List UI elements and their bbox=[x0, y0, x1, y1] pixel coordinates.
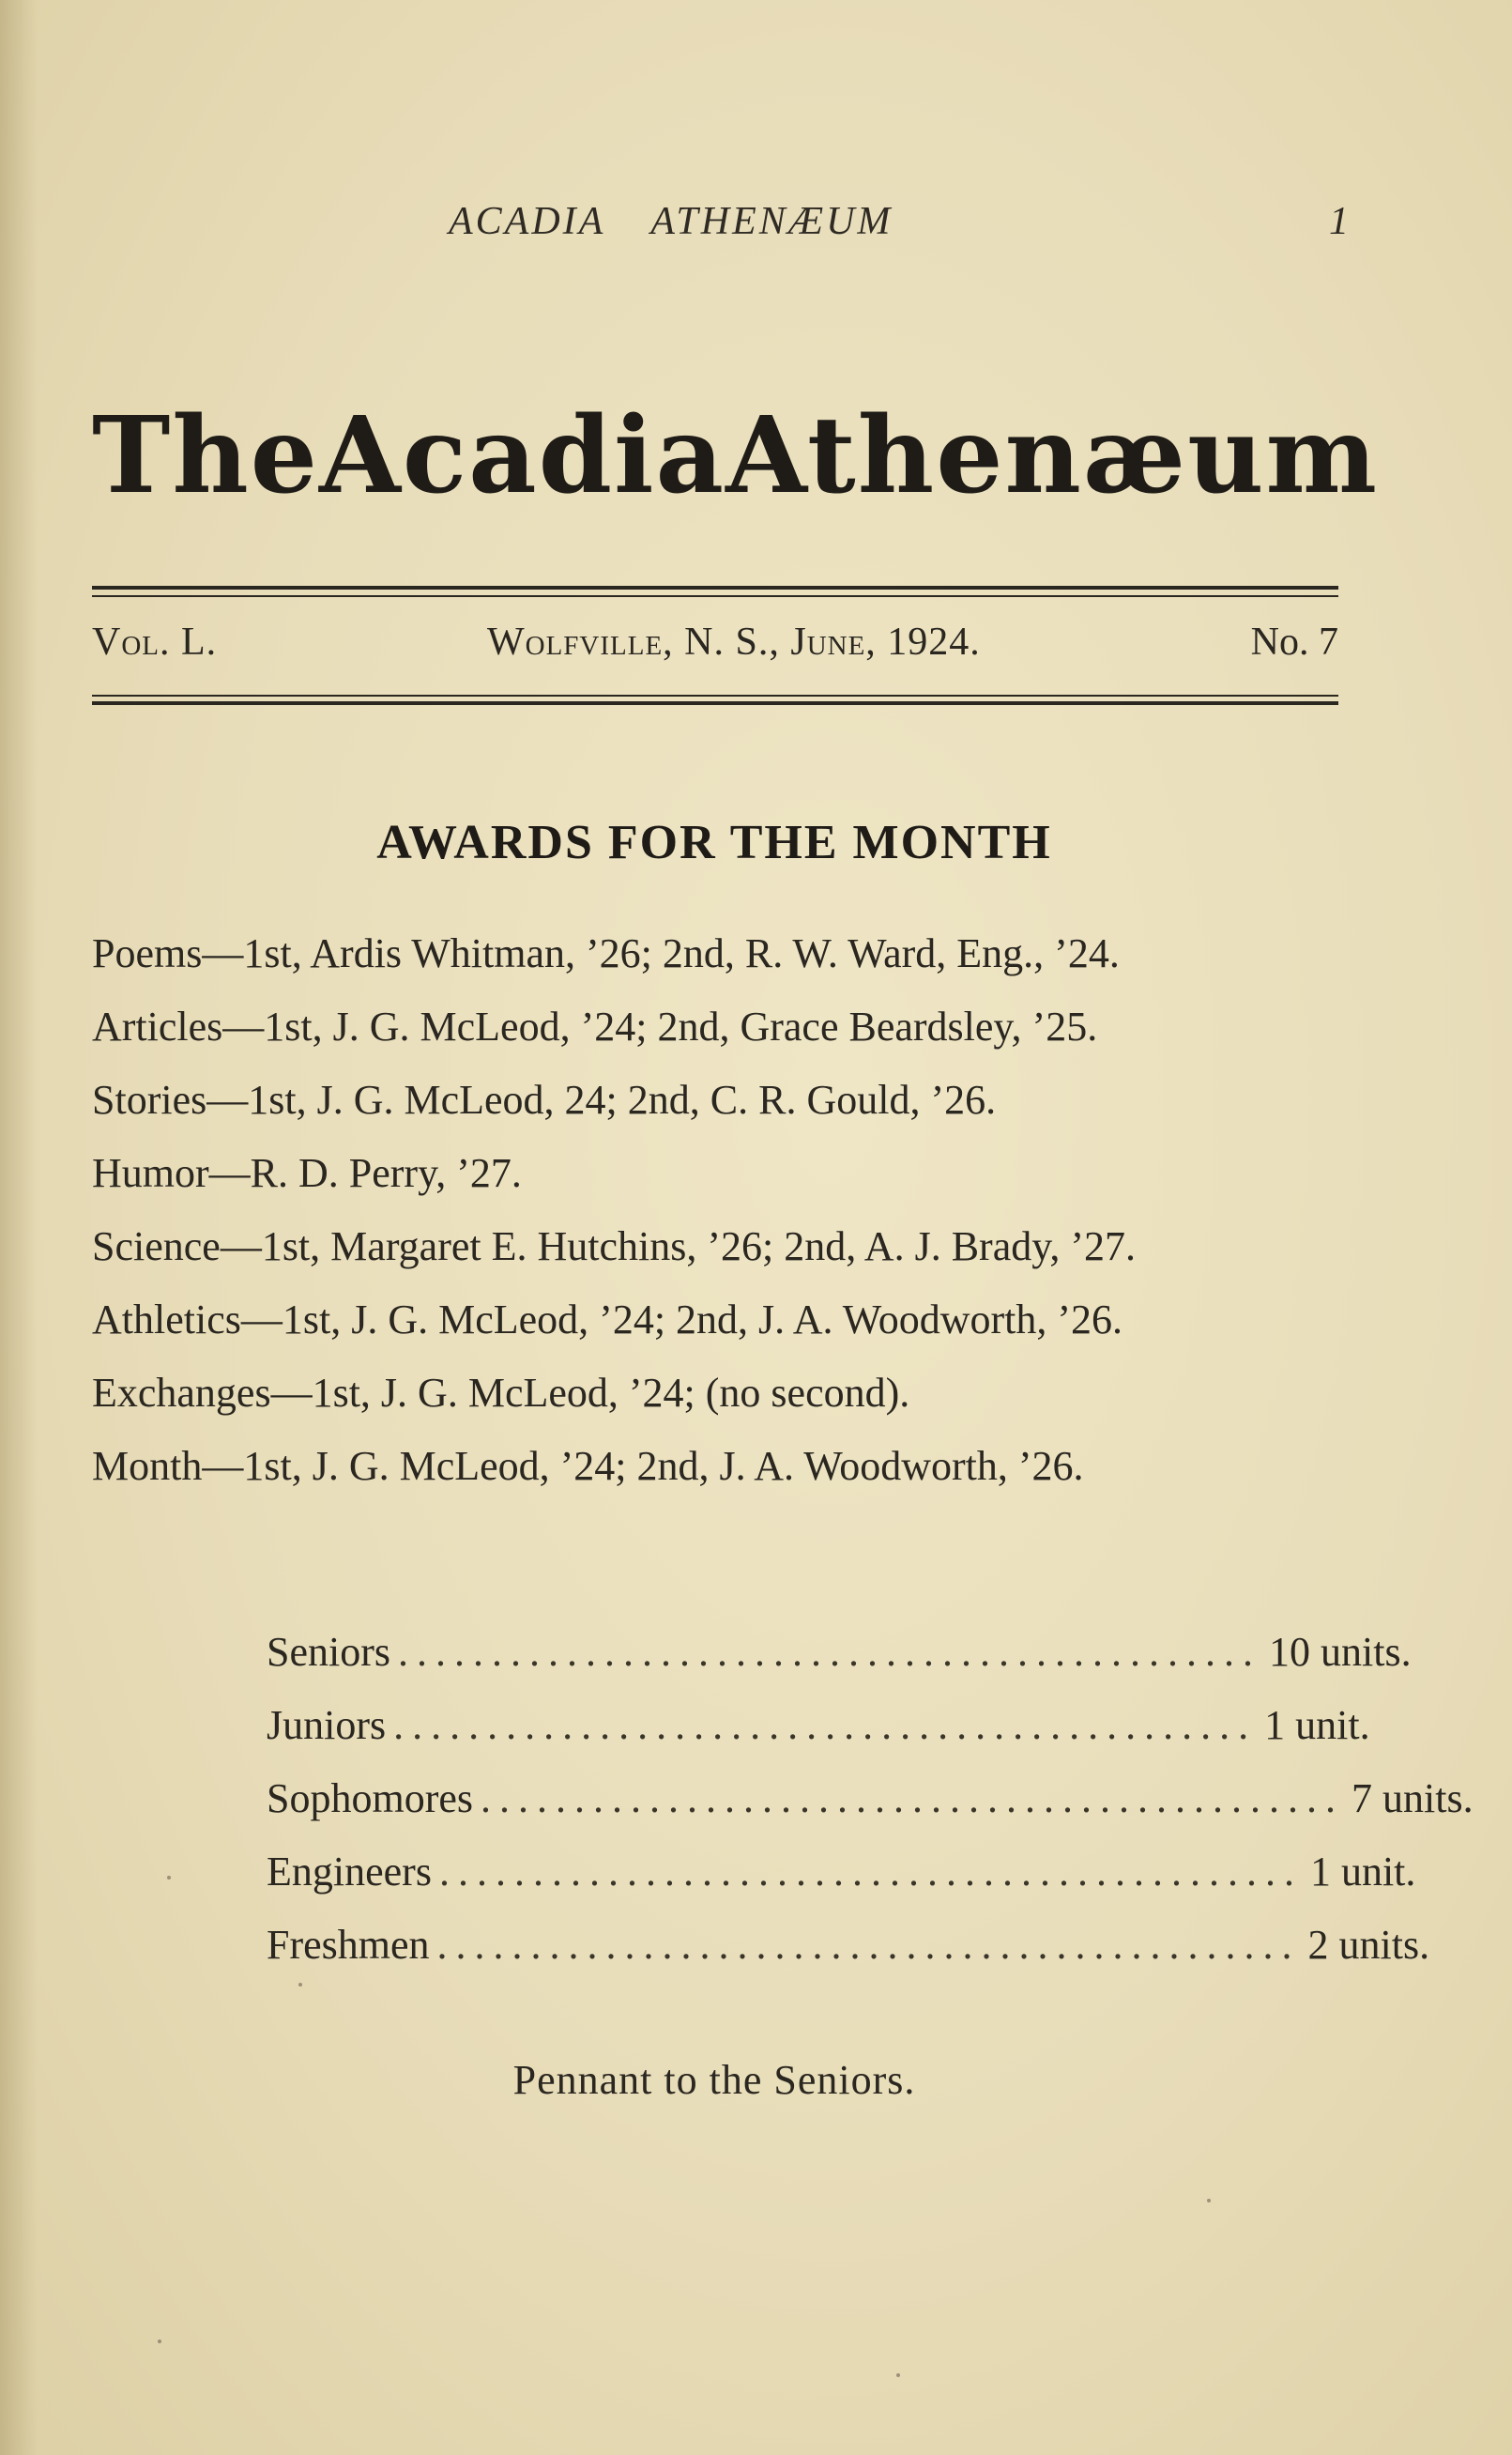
dot-leader: .............................................. bbox=[393, 1702, 1258, 1748]
dot-leader: .............................................. bbox=[481, 1775, 1344, 1821]
masthead-word2: Acadia bbox=[319, 394, 726, 517]
paper-speck bbox=[167, 1876, 171, 1880]
page-number: 1 bbox=[1329, 200, 1349, 243]
dateline-rule-thick bbox=[92, 701, 1338, 705]
units-row-juniors bbox=[267, 1701, 1370, 1774]
award-poems: Poems—1st, Ardis Whitman, ’26; 2nd, R. W. Ward, Eng., ’24. bbox=[92, 930, 1120, 976]
unit-class: Seniors bbox=[267, 1629, 390, 1675]
unit-value: 2 units. bbox=[1307, 1922, 1430, 1968]
volume-label: Vol. L. bbox=[92, 621, 218, 664]
paper-speck bbox=[896, 2373, 900, 2377]
dateline-rule-thin bbox=[92, 695, 1338, 697]
running-title bbox=[449, 199, 893, 244]
unit-class: Engineers bbox=[267, 1849, 432, 1895]
award-stories: Stories—1st, J. G. McLeod, 24; 2nd, C. R. Gould, ’26. bbox=[92, 1077, 997, 1123]
dot-leader: .............................................. bbox=[436, 1922, 1301, 1968]
unit-value: 1 unit. bbox=[1309, 1849, 1416, 1895]
unit-value: 7 units. bbox=[1352, 1775, 1474, 1821]
units-row-freshmen bbox=[267, 1921, 1430, 1994]
unit-class: Freshmen bbox=[267, 1922, 430, 1968]
masthead-rule-top-thin bbox=[92, 595, 1338, 597]
units-row-sophomores bbox=[267, 1774, 1474, 1848]
dot-leader: .............................................. bbox=[398, 1629, 1261, 1675]
unit-value: 1 unit. bbox=[1264, 1702, 1370, 1748]
masthead-word3: Athenæum bbox=[725, 394, 1380, 517]
running-head bbox=[92, 199, 1349, 255]
units-row-seniors bbox=[267, 1628, 1412, 1701]
masthead-rule-top bbox=[92, 586, 1338, 590]
dot-leader: .............................................. bbox=[438, 1849, 1303, 1895]
masthead bbox=[92, 394, 1380, 517]
award-exchanges: Exchanges—1st, J. G. McLeod, ’24; (no second). bbox=[92, 1370, 910, 1416]
masthead-word1: The bbox=[92, 394, 320, 517]
paper-speck bbox=[1207, 2199, 1211, 2202]
units-row-engineers bbox=[267, 1848, 1416, 1921]
award-humor: Humor—R. D. Perry, ’27. bbox=[92, 1150, 522, 1196]
award-articles: Articles—1st, J. G. McLeod, ’24; 2nd, Grace Beardsley, ’25. bbox=[92, 1004, 1098, 1050]
unit-class: Sophomores bbox=[267, 1775, 473, 1821]
units-table bbox=[267, 1628, 1474, 1994]
paper-speck bbox=[298, 1983, 302, 1987]
award-science: Science—1st, Margaret E. Hutchins, ’26; 2nd, A. J. Brady, ’27. bbox=[92, 1223, 1137, 1269]
dateline bbox=[92, 620, 1338, 665]
place-date: Wolfville, N. S., June, 1924. bbox=[487, 621, 981, 664]
award-athletics: Athletics—1st, J. G. McLeod, ’24; 2nd, J. A. Woodworth, ’26. bbox=[92, 1297, 1123, 1343]
issue-number: No. 7 bbox=[1250, 621, 1338, 664]
unit-value: 10 units. bbox=[1269, 1629, 1412, 1675]
running-title-word1: ACADIA bbox=[449, 200, 606, 243]
awards-list bbox=[92, 929, 1350, 1515]
unit-class: Juniors bbox=[267, 1702, 387, 1748]
running-title-word2: ATHENÆUM bbox=[650, 200, 893, 243]
pennant-note: Pennant to the Seniors. bbox=[512, 2057, 916, 2103]
award-month: Month—1st, J. G. McLeod, ’24; 2nd, J. A. Woodworth, ’26. bbox=[92, 1443, 1084, 1489]
section-heading: AWARDS FOR THE MONTH bbox=[376, 816, 1052, 869]
paper-speck bbox=[158, 2340, 161, 2343]
